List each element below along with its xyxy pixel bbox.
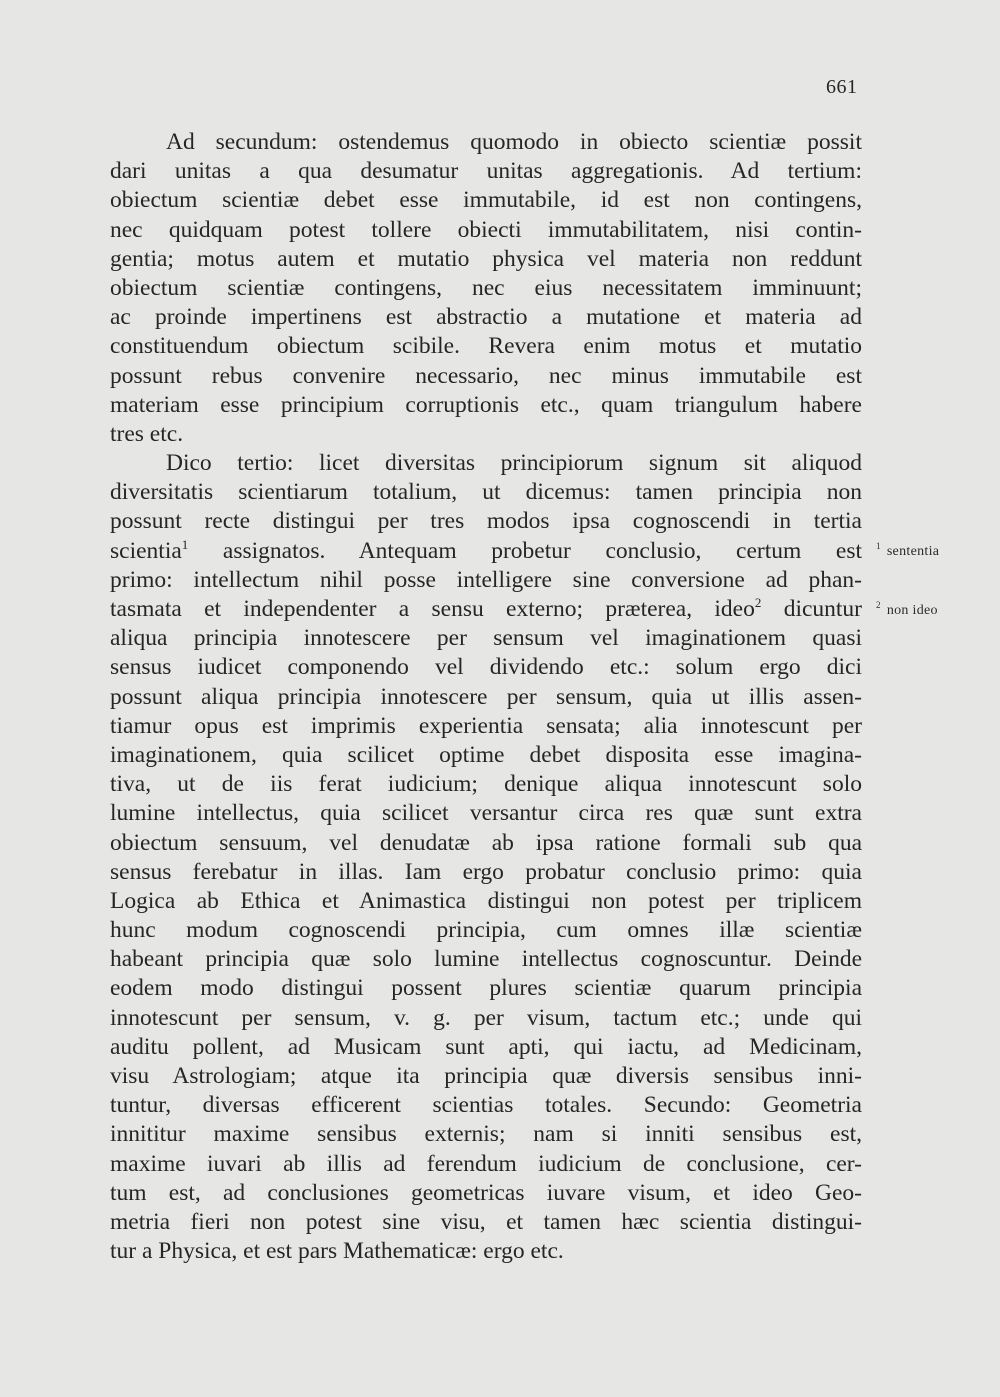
margin-note [876, 541, 940, 560]
text-line: lumine intellectus, quia scilicet versantur circa res quæ sunt extra [110, 800, 862, 827]
text-line: dari unitas a qua desumatur unitas aggregationis. Ad tertium: [110, 158, 862, 185]
page-number: 661 [826, 76, 858, 98]
margin-note-mark: 1 [876, 541, 881, 551]
text-line: sensus iudicet componendo vel dividendo etc.: solum ergo dici [110, 654, 862, 681]
text-line: possunt rebus convenire necessario, nec minus immutabile est [110, 362, 862, 389]
text-line: materiam esse principium corruptionis etc., quam triangulum habere [110, 391, 862, 418]
text-line: Logica ab Ethica et Animastica distingui non potest per triplicem [110, 887, 862, 914]
text-line: Ad secundum: ostendemus quomodo in obiecto scientiæ possit [166, 129, 862, 155]
text-segment: dicuntur [783, 596, 863, 622]
text-segment: tasmata et independenter a sensu externo; præterea, ideo [110, 596, 755, 622]
text-line: tum est, ad conclusiones geometricas iuvare visum, et ideo Geo- [110, 1179, 862, 1206]
text-line: visu Astrologiam; atque ita principia quæ diversis sensibus inni- [110, 1063, 862, 1089]
footnote-mark: 1 [181, 536, 189, 552]
text-line: tiva, ut de iis ferat iudicium; denique aliqua innotescunt solo [110, 771, 862, 798]
text-line: obiectum sensuum, vel denudatæ ab ipsa ratione formali sub qua [110, 829, 862, 856]
margin-note-mark: 2 [876, 600, 881, 610]
margin-note-text: sententia [886, 544, 940, 559]
footnote-mark: 2 [754, 595, 762, 610]
text-line: tur a Physica, et est pars Mathematicæ: ergo etc. [110, 1238, 564, 1265]
text-line: constituendum obiectum scibile. Revera enim motus et mutatio [110, 333, 862, 360]
text-line: tuntur, diversas efficerent scientias totales. Secundo: Geometria [110, 1092, 862, 1119]
text-line: habeant principia quæ solo lumine intellectus cognoscuntur. Deinde [110, 946, 862, 973]
text-line: possunt recte distingui per tres modos ipsa cognoscendi in tertia [110, 508, 862, 535]
text-line: innititur maxime sensibus externis; nam si inniti sensibus est, [110, 1121, 862, 1148]
text-line: obiectum scientiæ debet esse immutabile, id est non contingens, [110, 187, 862, 214]
text-line: gentia; motus autem et mutatio physica vel materia non reddunt [110, 245, 862, 272]
text-line: eodem modo distingui possent plures scientiæ quarum principia [110, 975, 862, 1002]
text-line: aliqua principia innotescere per sensum vel imaginationem quasi [110, 625, 862, 652]
text-line: maxime iuvari ab illis ad ferendum iudicium de conclusione, cer- [110, 1150, 862, 1177]
margin-note-text: non ideo [886, 603, 938, 618]
body-text [110, 128, 862, 1266]
text-line: primo: intellectum nihil posse intelligere sine conversione ad phan- [110, 566, 862, 593]
text-line: Dico tertio: licet diversitas principiorum signum sit aliquod [166, 450, 862, 477]
text-line: nec quidquam potest tollere obiecti immutabilitatem, nisi contin- [110, 216, 862, 243]
text-line [110, 595, 862, 624]
text-line: tres etc. [110, 420, 184, 447]
text-line: ac proinde impertinens est abstractio a mutatione et materia ad [110, 304, 862, 331]
text-line: auditu pollent, ad Musicam sunt apti, qui iactu, ad Medicinam, [110, 1033, 862, 1060]
text-segment: scientia [110, 537, 182, 564]
text-line [110, 537, 862, 566]
text-line: obiectum scientiæ contingens, nec eius necessitatem imminuunt; [110, 274, 862, 301]
text-line: metria fieri non potest sine visu, et tamen hæc scientia distingui- [110, 1208, 862, 1235]
text-line: innotescunt per sensum, v. g. per visum, tactum etc.; unde qui [110, 1004, 862, 1031]
text-line: hunc modum cognoscendi principia, cum omnes illæ scientiæ [110, 917, 862, 944]
text-segment: assignatos. Antequam probetur conclusio, certum est [222, 537, 862, 564]
text-line: diversitatis scientiarum totalium, ut dicemus: tamen principia non [110, 479, 862, 506]
text-line: tiamur opus est imprimis experientia sensata; alia innotescunt per [110, 712, 862, 739]
margin-note [876, 600, 938, 619]
text-line: sensus ferebatur in illas. Iam ergo probatur conclusio primo: quia [110, 858, 862, 885]
text-line: imaginationem, quia scilicet optime debet disposita esse imagina- [110, 741, 862, 768]
text-line: possunt aliqua principia innotescere per sensum, quia ut illis assen- [110, 683, 862, 710]
